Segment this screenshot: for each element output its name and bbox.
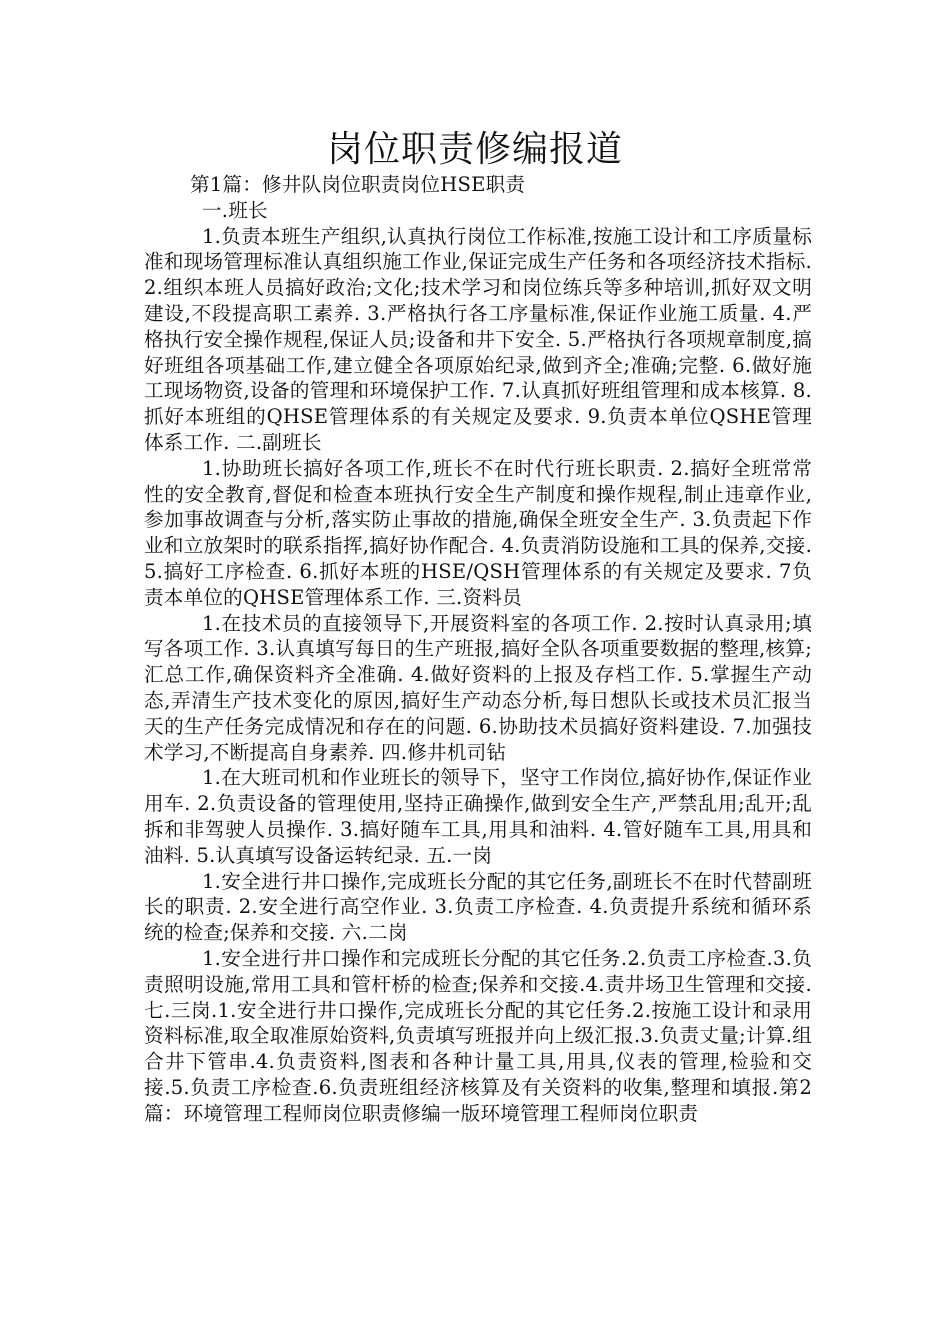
body-paragraph: 1.在大班司机和作业班长的领导下，坚守工作岗位,搞好协作,保证作业用车. 2.负责设备的管理使用,坚持正确操作,做到安全生产,严禁乱用;乱开;乱拆和非驾驶人员操作. 3.搞好随车工具,用具和油料. 4.管好随车工具,用具和油料. 5.认真填写设备运转纪录. 五.一岗 [144,766,812,867]
document-title: 岗位职责修编报道 [326,129,623,170]
body-paragraph: 1.负责本班生产组织,认真执行岗位工作标准,按施工设计和工序质量标准和现场管理标准认真组织施工作业,保证完成生产任务和各项经济技术指标. 2.组织本班人员搞好政治;文化;技术学习和岗位练兵等多种培训,抓好双文明建设,不段提高职工素养. 3.严格执行各工序量标准,保证作业施工质量. 4.严格执行安全操作规程,保证人员;设备和井下安全. 5.严格执行各项规章制度,搞好班组各项基础工作,建立健全各项原始纪录,做到齐全;准确;完整. 6.做好施工现场物资,设备的管理和环境保护工作. 7.认真抓好班组管理和成本核算. 8.抓好本班组的QHSE管理体系的有关规定及要求. 9.负责本单位QSHE管理体系工作. 二.副班长 [144,224,812,454]
body-paragraph: 1.在技术员的直接领导下,开展资料室的各项工作. 2.按时认真录用;填写各项工作. 3.认真填写每日的生产班报,搞好全队各项重要数据的整理,核算;汇总工作,确保资料齐全准确. 4.做好资料的上报及存档工作. 5.掌握生产动态,弄清生产技术变化的原因,搞好生产动态分析,每日想队长或技术员汇报当天的生产任务完成情况和存在的问题. 6.协助技术员搞好资料建设. 7.加强技术学习,不断提高自身素养. 四.修井机司钻 [144,611,812,764]
chapter-heading: 第1篇：修井队岗位职责岗位HSE职责 [190,173,526,196]
section-heading: 一.班长 [202,198,268,222]
document-body [144,172,812,1126]
body-paragraph: 1.协助班长搞好各项工作,班长不在时代行班长职责. 2.搞好全班常常性的安全教育,督促和检查本班执行安全生产制度和操作规程,制止违章作业,参加事故调查与分析,落实防止事故的措施,确保全班安全生产. 3.负责起下作业和立放架时的联系指挥,搞好协作配合. 4.负责消防设施和工具的保养,交接. 5.搞好工序检查. 6.抓好本班的HSE/QSH管理体系的有关规定及要求. 7负责本单位的QHSE管理体系工作. 三.资料员 [144,456,812,609]
body-paragraph: 1.安全进行井口操作,完成班长分配的其它任务,副班长不在时代替副班长的职责. 2.安全进行高空作业. 3.负责工序检查. 4.负责提升系统和循环系统的检查;保养和交接. 六.二岗 [144,869,812,945]
body-paragraph: 1.安全进行井口操作和完成班长分配的其它任务.2.负责工序检查.3.负责照明设施,常用工具和管杆桥的检查;保养和交接.4.责井场卫生管理和交接. 七.三岗.1.安全进行井口操作,完成班长分配的其它任务.2.按施工设计和录用资料标准,取全取准原始资料,负责填写班报并向上级汇报.3.负责丈量;计算.组合井下管串.4.负责资料,图表和各种计量工具,用具,仪表的管理,检验和交接.5.负责工序检查.6.负责班组经济核算及有关资料的收集,整理和填报.第2篇：环境管理工程师岗位职责修编一版环境管理工程师岗位职责 [144,946,812,1125]
